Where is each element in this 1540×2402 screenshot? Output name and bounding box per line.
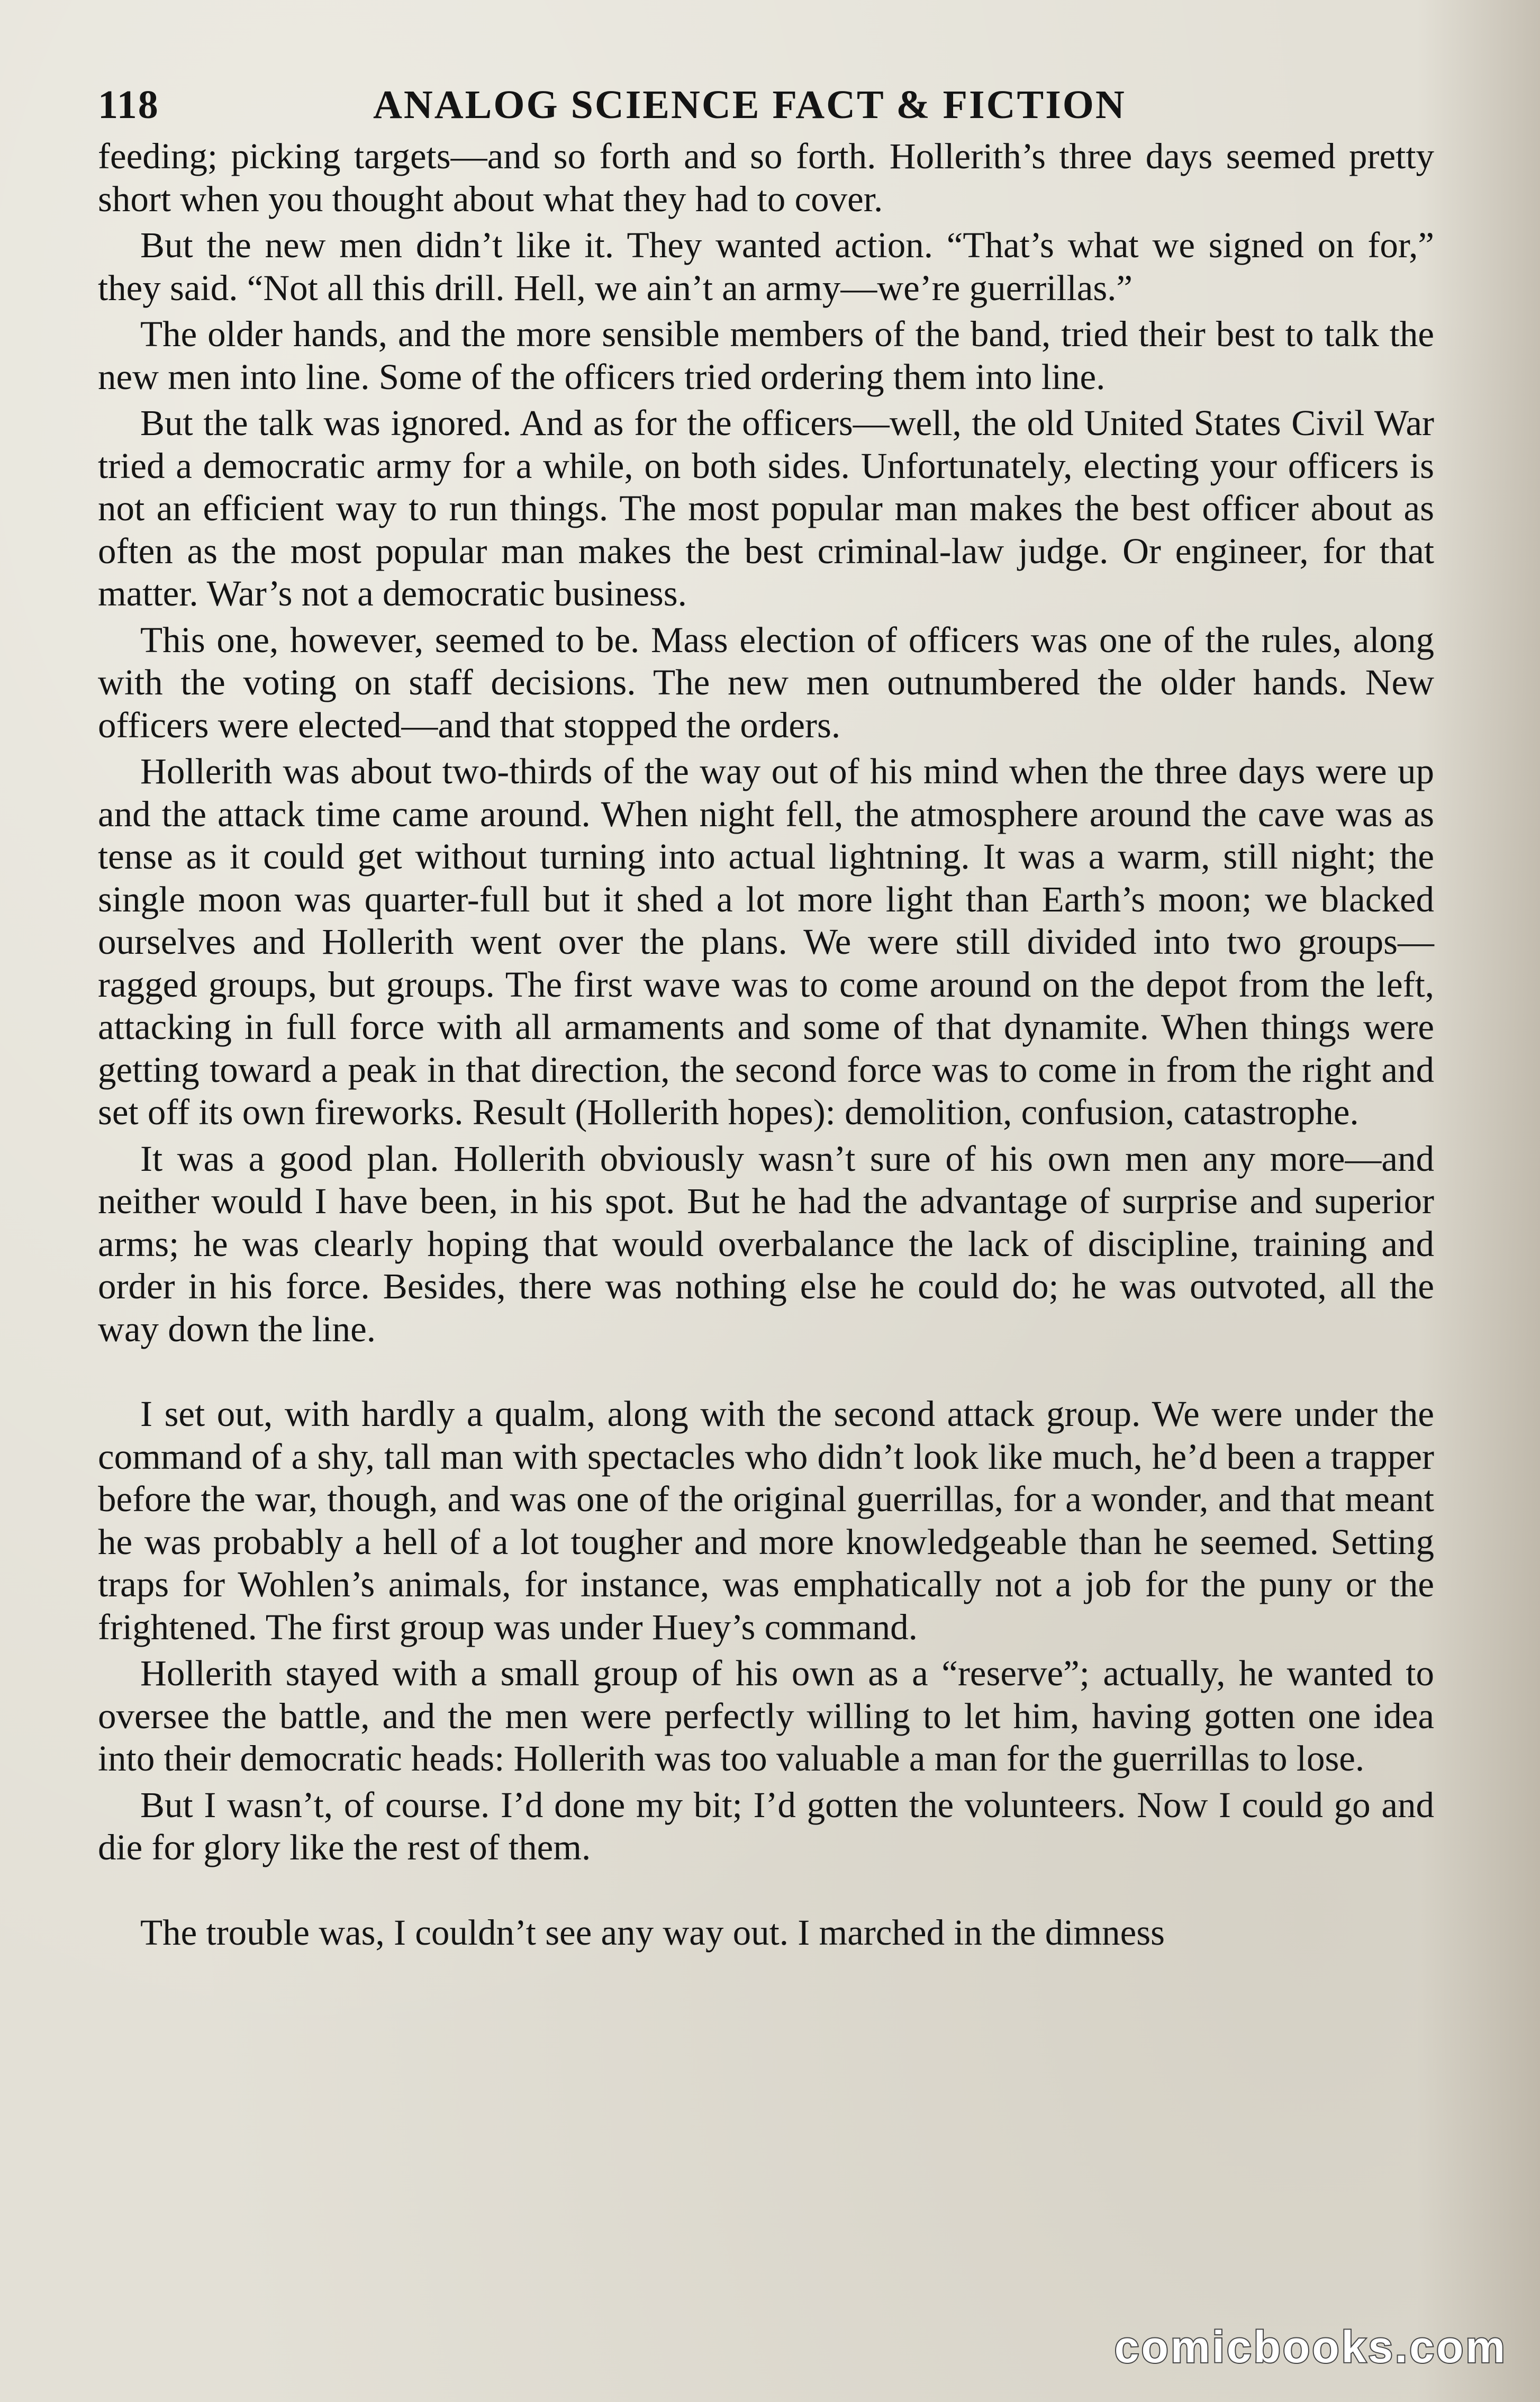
paragraph: This one, however, seemed to be. Mass election of officers was one of the rules, along with the voting on staff decisions. The new men outnumbered the older hands. New officers were elected—and that stopped the orders. [98,619,1434,745]
paragraph: But I wasn’t, of course. I’d done my bit; I’d gotten the volunteers. Now I could go and die for glory like the rest of them. [98,1784,1434,1867]
running-head: ANALOG SCIENCE FACT & FICTION [373,83,1126,127]
paragraph: The trouble was, I couldn’t see any way out. I marched in the dimness [140,1912,1165,1953]
paragraph: feeding; picking targets—and so forth and so forth. Hollerith’s three days seemed pretty short when you thought about what they had to cover. [98,136,1434,219]
paragraph: It was a good plan. Hollerith obviously wasn’t sure of his own men any more—and neither would I have been, in his spot. But he had the advantage of surprise and superior arms; he was clearly hoping that would overbalance the lack of discipline, training and order in his force. Besides, there was nothing else he could do; he was outvoted, all the way down the line. [98,1138,1434,1349]
page-header [98,82,1434,135]
page-body [98,135,1434,1954]
paragraph: But the new men didn’t like it. They wanted action. “That’s what we signed on for,” they said. “Not all this drill. Hell, we ain’t an army—we’re guerrillas.” [98,225,1434,308]
page-number: 118 [98,83,159,127]
paragraph: The older hands, and the more sensible members of the band, tried their best to talk the new men into line. Some of the officers tried ordering them into line. [98,314,1434,397]
paragraph: But the talk was ignored. And as for the officers—well, the old United States Civil War tried a democratic army for a while, on both sides. Unfortunately, electing your officers is not an efficient way to run things. The most popular man makes the best officer about as often as the most popular man makes the best criminal-law judge. Or engineer, for that matter. War’s not a democratic business. [98,403,1434,613]
paragraph: Hollerith was about two-thirds of the way out of his mind when the three days were up and the attack time came around. When night fell, the atmosphere around the cave was as tense as it could get without turning into actual lightning. It was a warm, still night; the single moon was quarter-full but it shed a lot more light than Earth’s moon; we blacked ourselves and Hollerith went over the plans. We were still divided into two groups—ragged groups, but groups. The first wave was to come around on the depot from the left, attacking in full force with all armaments and some of that dynamite. When things were getting toward a peak in that direction, the second force was to come in from the right and set off its own fireworks. Result (Hollerith hopes): demolition, confusion, catastrophe. [98,751,1434,1132]
paragraph: Hollerith stayed with a small group of his own as a “reserve”; actually, he wanted to oversee the battle, and the men were perfectly willing to let him, having gotten one idea into their democratic heads: Hollerith was too valuable a man for the guerrillas to lose. [98,1653,1434,1778]
paragraph: I set out, with hardly a qualm, along with the second attack group. We were under the command of a shy, tall man with spectacles who didn’t look like much, he’d been a trapper before the war, though, and was one of the original guerrillas, for a wonder, and that meant he was probably a hell of a lot tougher and more knowledgeable than he seemed. Setting traps for Wohlen’s animals, for instance, was emphatically not a job for the puny or the frightened. The first group was under Huey’s command. [98,1394,1434,1647]
book-page [98,82,1434,1957]
watermark-logo: comicbooks.com [1114,2322,1507,2372]
